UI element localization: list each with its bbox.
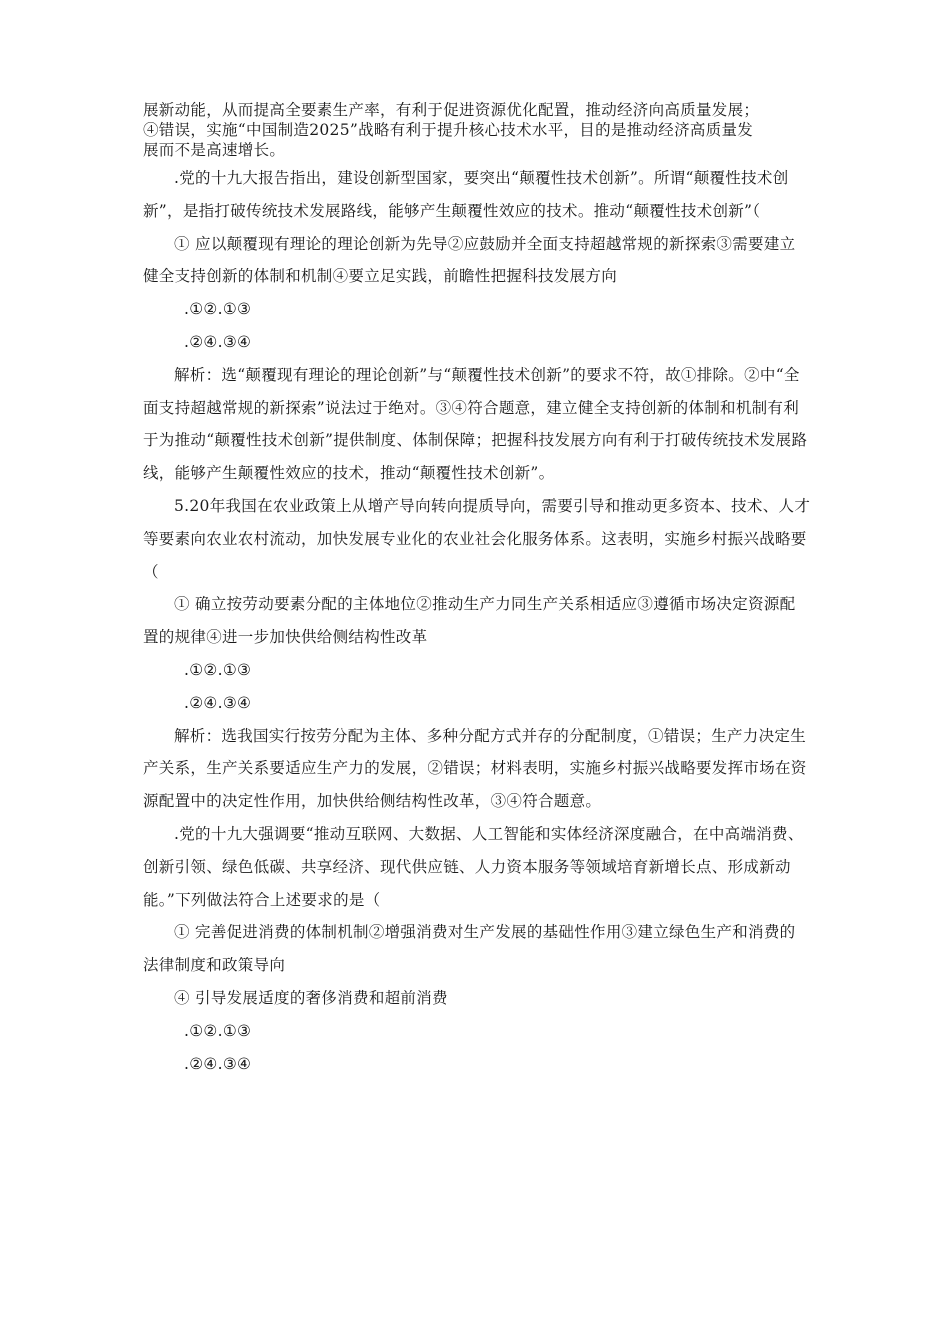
question-5-statements: ① 确立按劳动要素分配的主体地位②推动生产力同生产关系相适应③遵循市场决定资源配置的规律④进一步加快供给侧结构性改革 xyxy=(143,595,796,647)
question-5-stem: 5.20年我国在农业政策上从增产导向转向提质导向，需要引导和推动更多资本、技术、人才等要素向农业农村流动，加快发展专业化的农业社会化服务体系。这表明，实施乡村振兴战略要（ xyxy=(143,496,811,581)
previous-analysis-continuation xyxy=(143,100,811,160)
document-body xyxy=(143,162,811,1080)
text-line: ④错误，实施“中国制造2025”战略有利于提升核心技术水平，目的是推动经济高质量发 xyxy=(143,121,754,139)
question-4-analysis: 解析：选“颠覆现有理论的理论创新”与“颠覆性技术创新”的要求不符，故①排除。②中“全面支持超越常规的新探索”说法过于绝对。③④符合题意，建立健全支持创新的体制和机制有利于为推动“颠覆性技术创新”提供制度、体制保障；把握科技发展方向有利于打破传统技术发展路线，能够产生颠覆性效应的技术，推动“颠覆性技术创新”。 xyxy=(143,365,808,483)
question-6-stem: .党的十九大强调要“推动互联网、大数据、人工智能和实体经济深度融合，在中高端消费、创新引领、绿色低碳、共享经济、现代供应链、人力资本服务等领域培育新增长点、形成新动能。”下列做法符合上述要求的是（ xyxy=(143,824,804,909)
question-4-options-ab: .①②.①③ xyxy=(184,300,252,319)
text-line: 展而不是高速增长。 xyxy=(143,141,286,159)
question-6-statements: ① 完善促进消费的体制机制②增强消费对生产发展的基础性作用③建立绿色生产和消费的法律制度和政策导向 xyxy=(143,923,796,975)
question-4-options-cd: .②④.③④ xyxy=(184,332,252,351)
question-6-options-ab: .①②.①③ xyxy=(184,1021,252,1040)
question-5-analysis: 解析：选我国实行按劳分配为主体、多种分配方式并存的分配制度，①错误；生产力决定生产关系，生产关系要适应生产力的发展，②错误；材料表明，实施乡村振兴战略要发挥市场在资源配置中的决定性作用，加快供给侧结构性改革，③④符合题意。 xyxy=(143,726,807,811)
question-6-options-cd: .②④.③④ xyxy=(184,1054,252,1073)
question-5-options-ab: .①②.①③ xyxy=(184,660,252,679)
text-line: 展新动能，从而提高全要素生产率，有利于促进资源优化配置，推动经济向高质量发展； xyxy=(143,101,760,119)
question-4-statements: ① 应以颠覆现有理论的理论创新为先导②应鼓励并全面支持超越常规的新探索③需要建立健全支持创新的体制和机制④要立足实践，前瞻性把握科技发展方向 xyxy=(143,234,796,286)
question-6-statement-4: ④ 引导发展适度的奢侈消费和超前消费 xyxy=(174,988,448,1007)
question-5-options-cd: .②④.③④ xyxy=(184,693,252,712)
question-4-stem: .党的十九大报告指出，建设创新型国家，要突出“颠覆性技术创新”。所谓“颠覆性技术创新”，是指打破传统技术发展路线，能够产生颠覆性效应的技术。推动“颠覆性技术创新”（ xyxy=(143,169,789,220)
